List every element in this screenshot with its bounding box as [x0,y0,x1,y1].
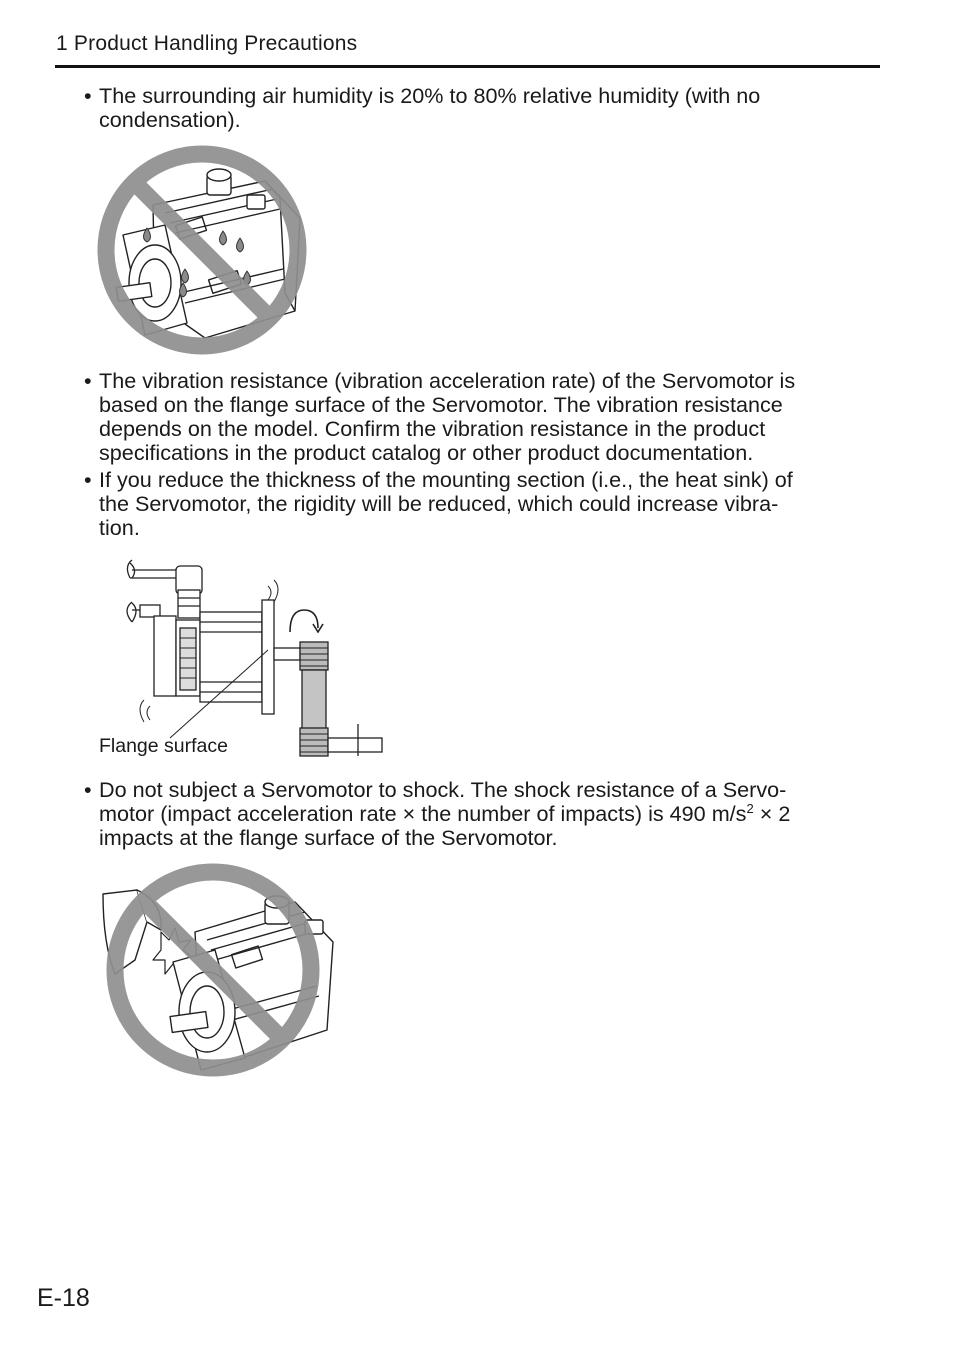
flange-plate [262,600,274,714]
shock-line-2: motor (impact acceleration rate × the number of impacts) is 490 m/s [99,801,747,826]
belt [302,670,326,730]
driven-shaft [328,738,382,752]
bullet-dot: • [84,777,92,802]
motor-main-body [200,612,262,702]
shock-line-2-end: × 2 [753,801,791,826]
bullet-shock [84,778,884,850]
rotation-arrow [290,610,318,632]
flange-vibration-figure [120,548,390,763]
superscript: 2 [746,801,754,816]
bullet-dot: • [84,467,92,492]
bullet-dot: • [84,83,92,108]
bullet-vibration [84,369,884,465]
bullet-text: The vibration resistance (vibration acceleration rate) of the Servomotor is based on the flange surface of the Servomotor. The vibration resistance depends on the model. Confirm the vibration resistance in the product specifications in the product catalog or other product documentation. [99,368,796,465]
encoder-section [154,616,176,696]
header-rule [55,65,880,68]
power-connector [178,590,200,618]
bullet-dot: • [84,368,92,393]
bullet-thickness [84,468,884,540]
humidity-prohibited-figure [95,143,310,358]
shock-line-3: impacts at the flange surface of the Servomotor. [99,825,558,850]
bullet-humidity [84,84,884,132]
bullet-text: The surrounding air humidity is 20% to 80% relative humidity (with no condensation). [99,83,761,132]
shock-prohibited-figure [95,862,350,1077]
bullet-text [99,778,884,850]
bullet-text: If you reduce the thickness of the mounting section (i.e., the heat sink) of the Servomotor, the rigidity will be reduced, which could increase vibra- tion. [99,467,793,540]
flange-surface-label: Flange surface [99,735,228,757]
shock-line-1: Do not subject a Servomotor to shock. The shock resistance of a Servo- [99,777,787,802]
page-number: E-18 [37,1284,90,1312]
section-header: 1 Product Handling Precautions [56,32,358,55]
